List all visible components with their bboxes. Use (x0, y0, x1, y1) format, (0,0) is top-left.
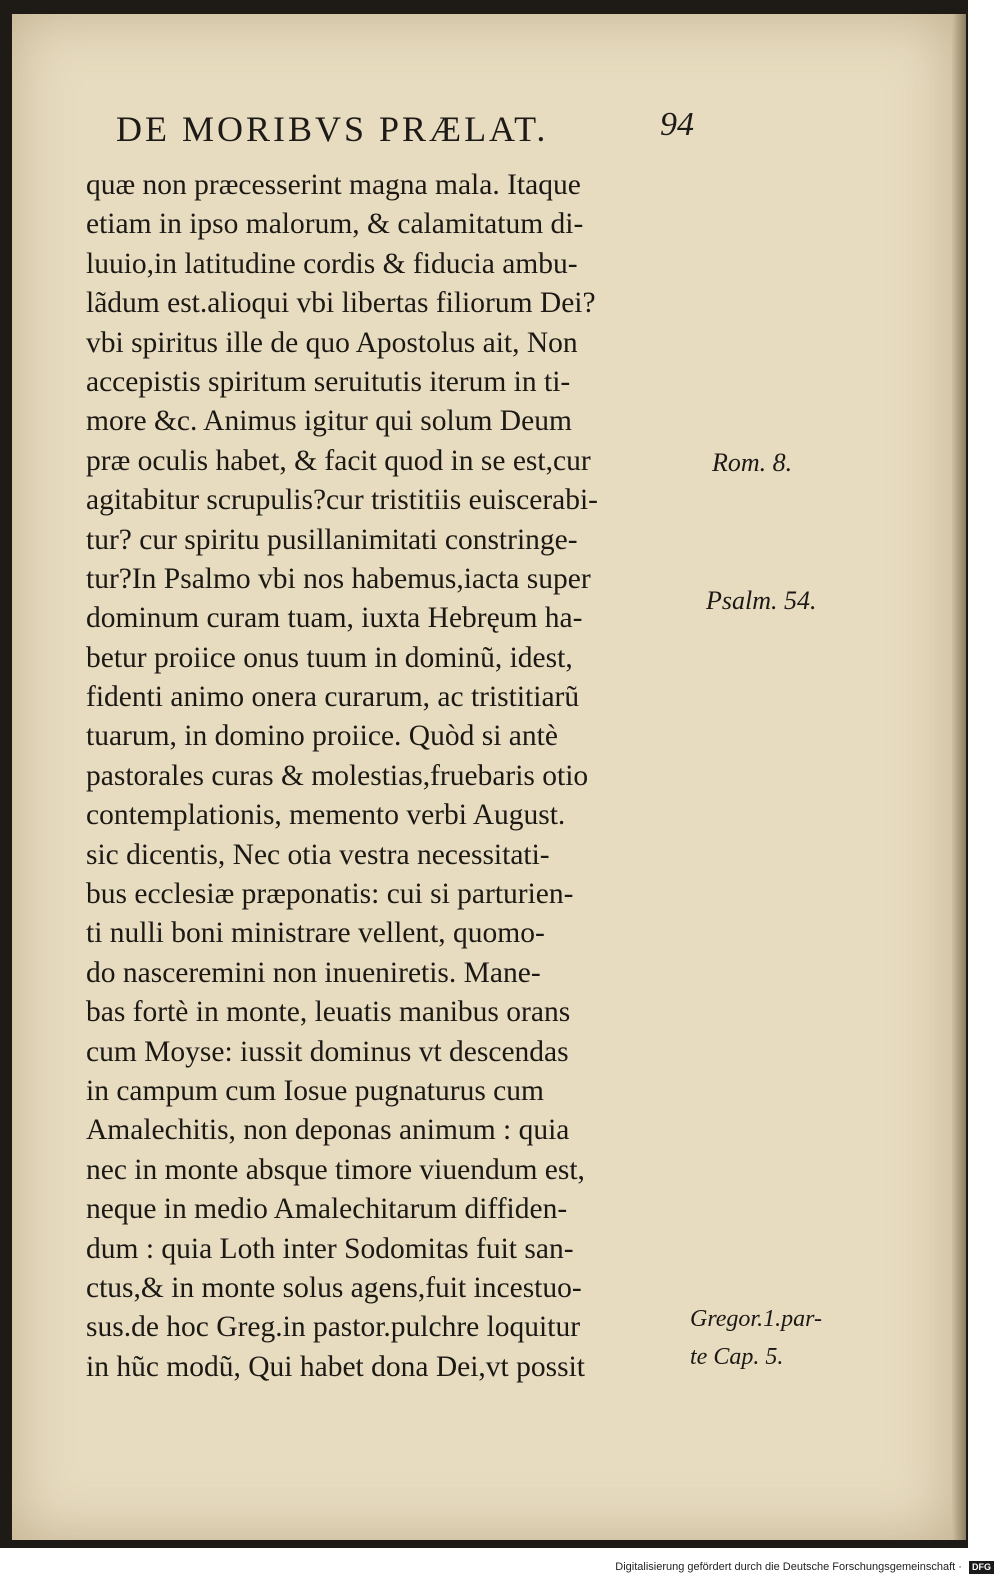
text-line: pastorales curas & molestias,fruebaris otio (86, 759, 589, 792)
body-text (86, 166, 716, 1387)
text-line: in campum cum Iosue pugnaturus cum (86, 1074, 544, 1107)
text-line: lãdum est.alioqui vbi libertas filiorum Dei? (86, 287, 596, 320)
text-line: tuarum, in domino proiice. Quòd si antè (86, 720, 558, 753)
digitization-footer (604, 1558, 994, 1576)
text-line: betur proiice onus tuum in dominũ, idest, (86, 641, 573, 674)
margin-note-gregor-1: Gregor.1.par- (690, 1306, 822, 1332)
text-line: etiam in ipso malorum, & calamitatum di- (86, 208, 584, 241)
text-line: sus.de hoc Greg.in pastor.pulchre loquitur (86, 1311, 581, 1344)
text-line: quæ non præcesserint magna mala. Itaque (86, 169, 581, 201)
text-line: agitabitur scrupulis?cur tristitiis euiscerabi- (86, 484, 599, 517)
text-line: bas fortè in monte, leuatis manibus orans (86, 996, 571, 1029)
text-line: neque in medio Amalechitarum diffiden- (86, 1193, 568, 1226)
text-line: more &c. Animus igitur qui solum Deum (86, 405, 572, 438)
page-edge (952, 14, 966, 1540)
text-line: bus ecclesiæ præponatis: cui si parturien- (86, 878, 574, 911)
text-line: tur?In Psalmo vbi nos habemus,iacta super (86, 562, 591, 595)
text-line: sic dicentis, Nec otia vestra necessitati- (86, 838, 550, 871)
text-line: dominum curam tuam, iuxta Hebręum ha- (86, 602, 583, 635)
folio-number: 94 (660, 106, 694, 143)
dfg-logo: DFG (969, 1561, 994, 1574)
text-line: tur? cur spiritu pusillanimitati constringe- (86, 523, 578, 556)
text-line: præ oculis habet, & facit quod in se est,cur (86, 444, 591, 477)
margin-note-rom: Rom. 8. (712, 448, 793, 477)
text-line: do nasceremini non inueniretis. Mane- (86, 956, 541, 989)
text-line: vbi spiritus ille de quo Apostolus ait, Non (86, 326, 578, 359)
footer-text: Digitalisierung gefördert durch die Deutsche Forschungsgemeinschaft · (615, 1561, 962, 1573)
text-line: accepistis spiritum seruitutis iterum in ti- (86, 365, 571, 398)
margin-note-psalm: Psalm. 54. (706, 586, 817, 615)
text-line: fidenti animo onera curarum, ac tristitiarũ (86, 681, 580, 714)
text-line: dum : quia Loth inter Sodomitas fuit san- (86, 1232, 574, 1265)
running-head: DE MORIBVS PRÆLAT. (116, 109, 549, 149)
text-line: in hũc modũ, Qui habet dona Dei,vt possit (86, 1350, 585, 1383)
text-line: contemplationis, memento verbi August. (86, 799, 566, 832)
text-line: luuio,in latitudine cordis & fiducia ambu- (86, 247, 578, 280)
text-line: nec in monte absque timore viuendum est, (86, 1153, 585, 1186)
text-line: ctus,& in monte solus agens,fuit incestuo- (86, 1271, 582, 1304)
text-line: ti nulli boni ministrare vellent, quomo- (86, 917, 545, 950)
margin-note-gregor-2: te Cap. 5. (690, 1344, 784, 1370)
text-line: Amalechitis, non deponas animum : quia (86, 1114, 570, 1147)
text-line: cum Moyse: iussit dominus vt descendas (86, 1035, 569, 1068)
